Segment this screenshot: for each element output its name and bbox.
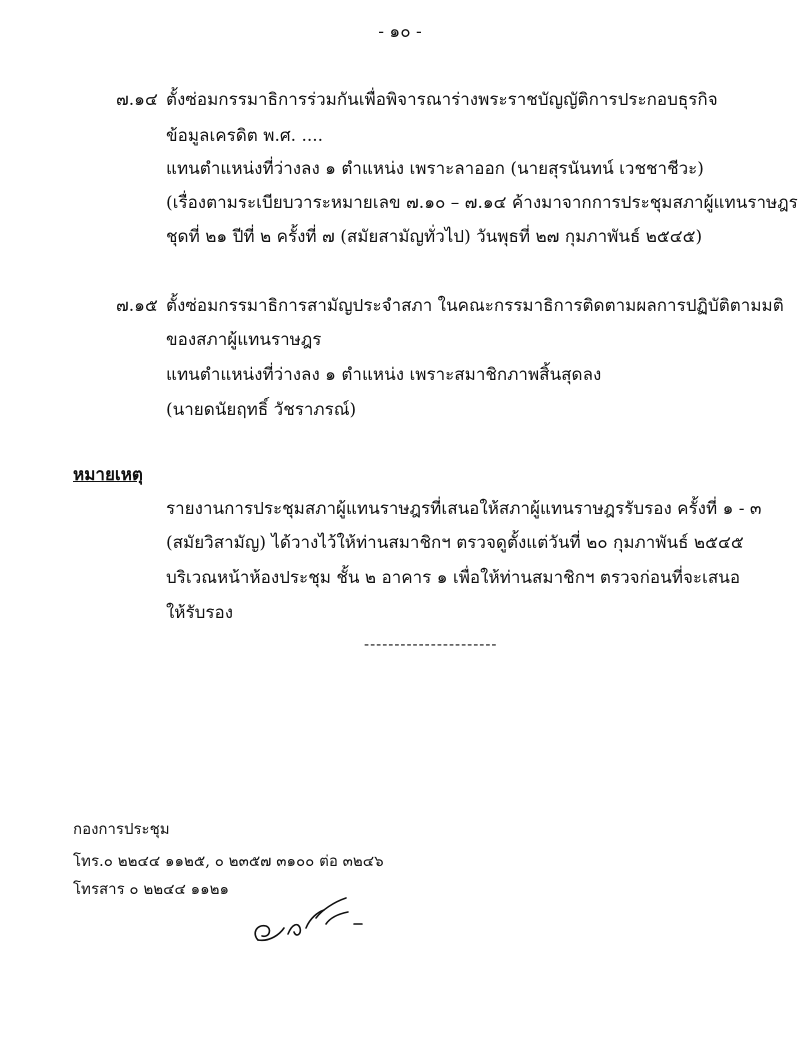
note-line: (สมัยวิสามัญ) ได้วางไว้ให้ท่านสมาชิกฯ ตรวจดูตั้งแต่วันที่ ๒๐ กุมภาพันธ์ ๒๕๔๕ bbox=[166, 533, 744, 553]
note-line: ให้รับรอง bbox=[166, 603, 234, 623]
page-number: - ๑๐ - bbox=[378, 22, 422, 42]
item-line: ตั้งซ่อมกรรมาธิการร่วมกันเพื่อพิจารณาร่างพระราชบัญญัติการประกอบธุรกิจ bbox=[166, 90, 718, 110]
item-number: ๗.๑๔ bbox=[116, 90, 158, 110]
item-line: ของสภาผู้แทนราษฎร bbox=[166, 330, 322, 350]
note-line: บริเวณหน้าห้องประชุม ชั้น ๒ อาคาร ๑ เพื่อให้ท่านสมาชิกฯ ตรวจก่อนที่จะเสนอ bbox=[166, 568, 741, 588]
fax-number: โทรสาร ๐ ๒๒๔๔ ๑๑๒๑ bbox=[73, 880, 230, 898]
item-number: ๗.๑๕ bbox=[116, 296, 158, 316]
item-line: แทนตำแหน่งที่ว่างลง ๑ ตำแหน่ง เพราะสมาชิกภาพสิ้นสุดลง bbox=[166, 365, 602, 385]
item-line: ตั้งซ่อมกรรมาธิการสามัญประจำสภา ในคณะกรรมาธิการติดตามผลการปฏิบัติตามมติ bbox=[166, 296, 784, 316]
item-line: (เรื่องตามระเบียบวาระหมายเลข ๗.๑๐ – ๗.๑๔ ค้างมาจากการประชุมสภาผู้แทนราษฎร bbox=[166, 193, 798, 213]
note-heading: หมายเหตุ bbox=[73, 465, 143, 485]
item-line: ชุดที่ ๒๑ ปีที่ ๒ ครั้งที่ ๗ (สมัยสามัญทั่วไป) วันพุธที่ ๒๗ กุมภาพันธ์ ๒๕๔๕) bbox=[166, 227, 703, 247]
note-line: รายงานการประชุมสภาผู้แทนราษฎรที่เสนอให้สภาผู้แทนราษฎรรับรอง ครั้งที่ ๑ - ๓ bbox=[166, 499, 762, 519]
separator-line: ---------------------- bbox=[364, 635, 498, 653]
phone-number: โทร.๐ ๒๒๔๔ ๑๑๒๕, ๐ ๒๓๕๗ ๓๑๐๐ ต่อ ๓๒๔๖ bbox=[73, 852, 384, 870]
item-line: (นายดนัยฤทธิ์ วัชราภรณ์) bbox=[166, 400, 357, 420]
item-line: แทนตำแหน่งที่ว่างลง ๑ ตำแหน่ง เพราะลาออก (นายสุรนันทน์ เวชชาชีวะ) bbox=[166, 159, 704, 179]
handwritten-signature bbox=[250, 888, 370, 950]
office-name: กองการประชุม bbox=[73, 820, 170, 838]
item-line: ข้อมูลเครดิต พ.ศ. .... bbox=[166, 126, 324, 146]
